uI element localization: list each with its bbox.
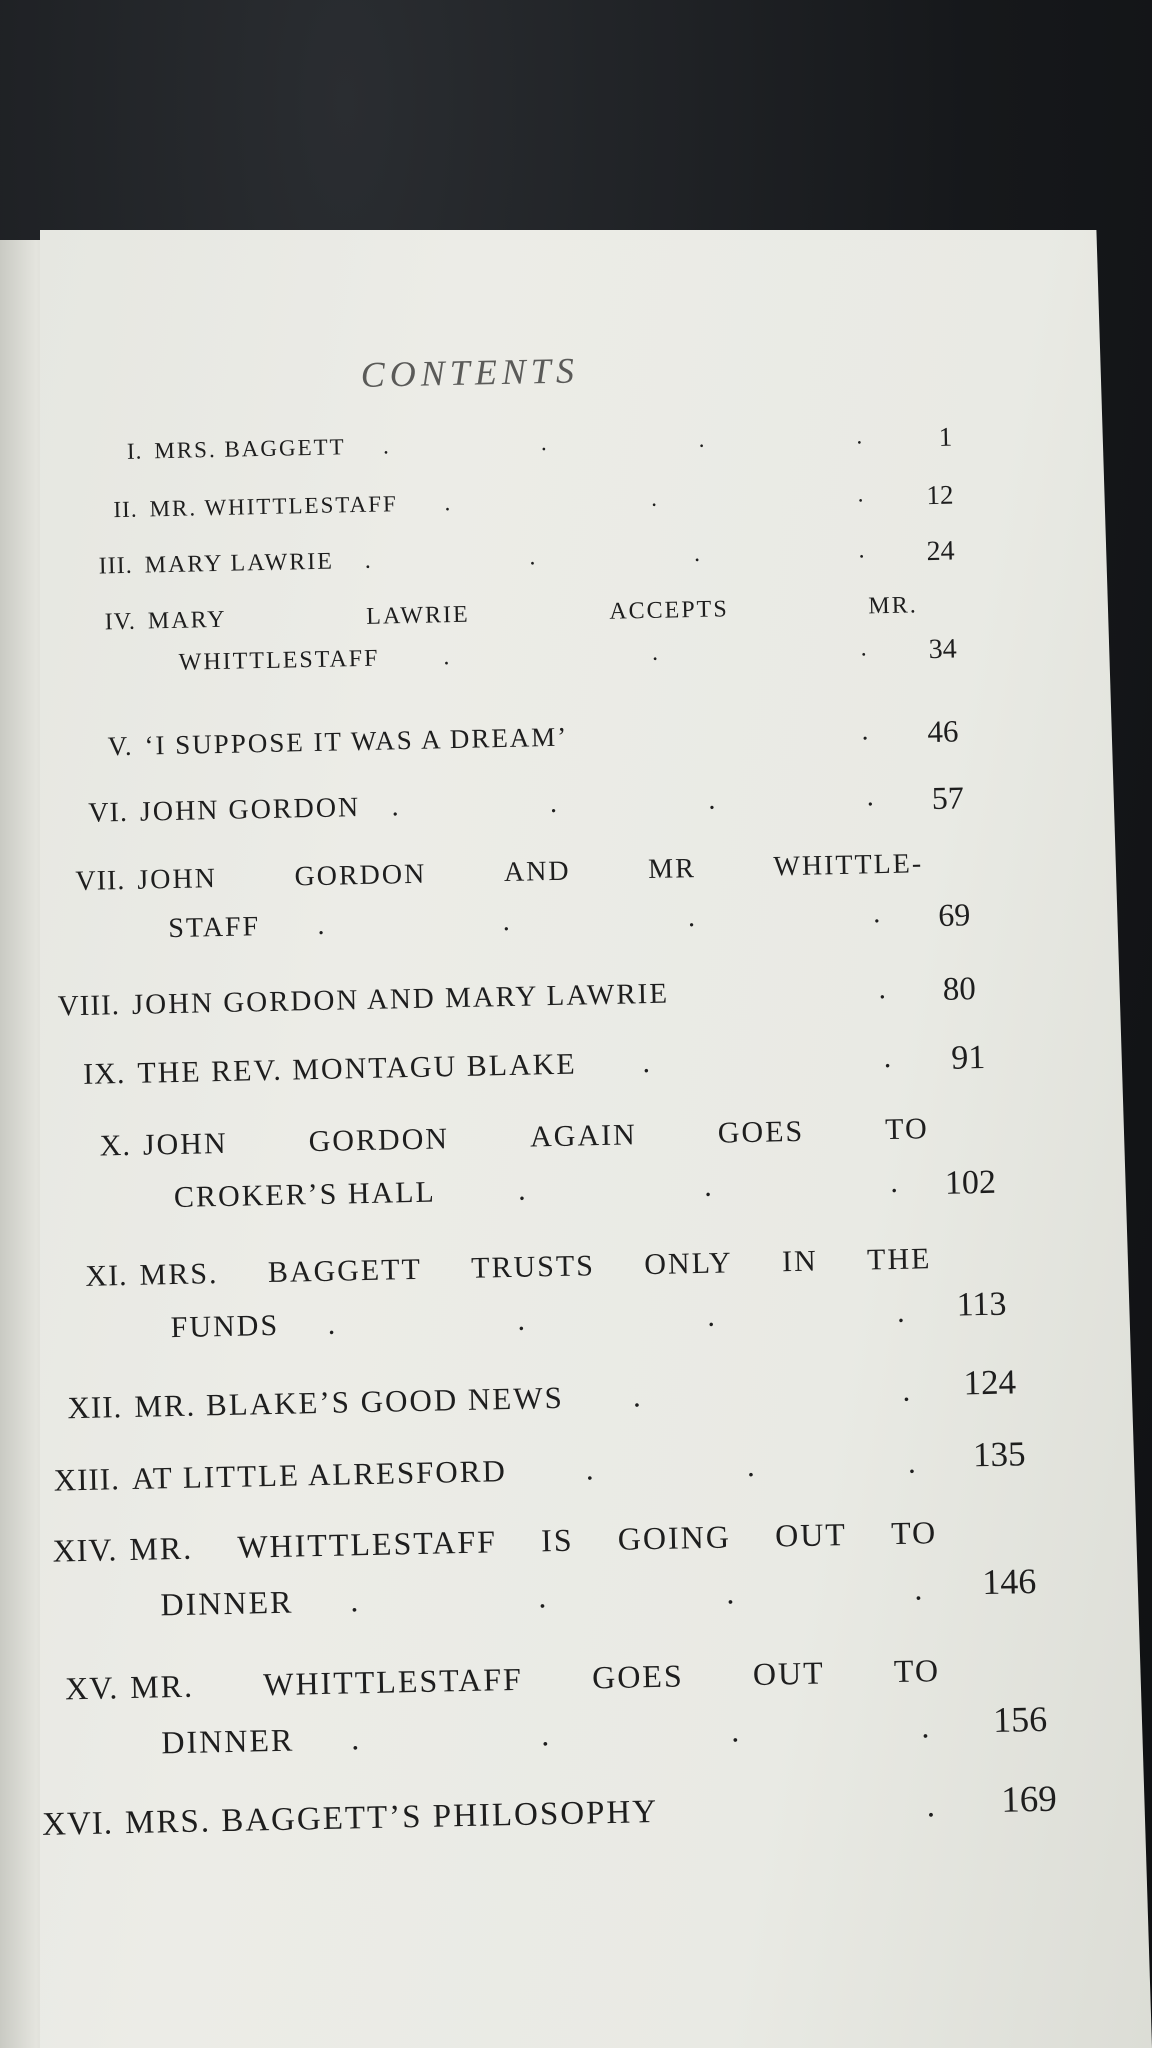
chapter-title: MRS. BAGGETT xyxy=(154,434,346,464)
chapter-title: MARY LAWRIE xyxy=(144,548,335,579)
chapter-title: MR. BLAKE’S GOOD NEWS xyxy=(133,1379,565,1424)
chapter-title: MR. WHITTLESTAFF IS GOING OUT TO xyxy=(128,1514,938,1568)
chapter-title: JOHN GORDON AGAIN GOES TO xyxy=(142,1112,930,1162)
contents-entry xyxy=(85,1239,1069,1344)
chapter-number: XII. xyxy=(67,1389,123,1426)
page-number: 57 xyxy=(931,779,965,817)
leader-dots: . . . . xyxy=(349,1570,923,1619)
chapter-title: JOHN GORDON AND MR WHITTLE- xyxy=(137,848,924,896)
contents-entry xyxy=(72,419,1052,464)
leader-dots: . . . . xyxy=(382,423,863,459)
contents-entry xyxy=(41,1778,1081,1843)
leader-dots: . xyxy=(861,715,869,746)
contents-page xyxy=(41,319,1083,1939)
page-number: 69 xyxy=(937,896,971,933)
chapter-number: XVI. xyxy=(41,1805,114,1843)
page-number: 135 xyxy=(972,1434,1026,1475)
chapter-title: AT LITTLE ALRESFORD xyxy=(131,1453,508,1496)
contents-entry xyxy=(87,1109,1067,1214)
page-number: 46 xyxy=(927,713,959,750)
contents-entry xyxy=(78,711,1058,762)
leader-dots: . . . xyxy=(444,481,864,516)
page-number: 34 xyxy=(928,633,957,666)
contents-entry xyxy=(74,533,1054,580)
contents-entry xyxy=(67,1362,1072,1426)
page-number: 169 xyxy=(1000,1778,1058,1821)
chapter-title: JOHN GORDON xyxy=(139,792,361,828)
contents-entry xyxy=(76,589,1056,676)
chapter-title-continued: CROKER’S HALL xyxy=(173,1175,437,1214)
chapter-title: ‘I SUPPOSE IT WAS A DREAM’ xyxy=(144,721,569,761)
chapter-number: XI. xyxy=(85,1259,128,1293)
contents-entry xyxy=(75,845,1061,945)
page-number: 102 xyxy=(944,1163,997,1202)
leader-dots: . xyxy=(926,1788,936,1825)
leader-dots: . . . . xyxy=(350,1708,930,1757)
chapter-title: MR. WHITTLESTAFF GOES OUT TO xyxy=(129,1652,941,1706)
contents-entry xyxy=(52,1511,1075,1623)
chapter-number: I. xyxy=(126,438,143,464)
chapter-title-continued: FUNDS xyxy=(170,1308,280,1344)
chapter-number: XIII. xyxy=(53,1461,121,1498)
page-number: 80 xyxy=(942,971,977,1008)
leader-dots: . . . xyxy=(585,1444,917,1487)
chapter-title: MRS. BAGGETT TRUSTS ONLY IN THE xyxy=(139,1242,932,1292)
chapter-number: IV. xyxy=(104,608,137,636)
chapter-number: III. xyxy=(98,552,134,580)
contents-entry xyxy=(73,477,1053,523)
contents-entry xyxy=(80,777,1060,829)
chapter-number: VIII. xyxy=(57,989,121,1023)
chapter-title: JOHN GORDON AND MARY LAWRIE xyxy=(131,977,670,1021)
chapter-title: MARY LAWRIE ACCEPTS MR. xyxy=(147,592,918,635)
chapter-number: XV. xyxy=(64,1669,119,1707)
chapter-number: VII. xyxy=(75,864,126,898)
contents-entry xyxy=(57,969,1064,1023)
chapter-title-continued: DINNER xyxy=(160,1583,294,1623)
page-number: 113 xyxy=(956,1285,1007,1324)
page-number: 146 xyxy=(981,1561,1037,1603)
contents-entry xyxy=(53,1434,1073,1498)
contents-entry xyxy=(82,1037,1065,1091)
chapter-title-continued: DINNER xyxy=(161,1721,295,1761)
chapter-number: X. xyxy=(99,1128,132,1163)
chapter-title: THE REV. MONTAGU BLAKE xyxy=(137,1047,577,1090)
leader-dots: . . . . xyxy=(364,537,865,574)
leader-dots: . . xyxy=(642,1040,892,1080)
leader-dots: . . xyxy=(632,1372,911,1414)
leader-dots: . . . xyxy=(517,1165,899,1207)
page-number: 12 xyxy=(926,479,954,511)
leader-dots: . . . . xyxy=(317,898,881,941)
page-number: 124 xyxy=(963,1362,1017,1403)
chapter-title-continued: STAFF xyxy=(168,911,261,945)
page-number: 156 xyxy=(992,1698,1048,1740)
leader-dots: . . . . xyxy=(327,1295,905,1341)
contents-entry xyxy=(64,1649,1078,1761)
page-number: 24 xyxy=(926,535,955,568)
leader-dots: . . . . xyxy=(391,781,875,823)
chapter-number: VI. xyxy=(88,796,129,829)
chapter-number: II. xyxy=(113,496,138,523)
chapter-number: IX. xyxy=(82,1057,126,1091)
page-title: CONTENTS xyxy=(360,350,580,395)
chapter-number: V. xyxy=(107,730,133,762)
leader-dots: . . . xyxy=(443,635,867,671)
chapter-title-continued: WHITTLESTAFF xyxy=(178,645,380,676)
page-number: 1 xyxy=(938,421,953,452)
chapter-title: MRS. BAGGETT’S PHILOSOPHY xyxy=(124,1794,659,1842)
chapter-number: XIV. xyxy=(52,1531,118,1569)
chapter-title: MR. WHITTLESTAFF xyxy=(149,491,399,522)
page-number: 91 xyxy=(950,1038,986,1077)
leader-dots: . xyxy=(878,973,887,1006)
